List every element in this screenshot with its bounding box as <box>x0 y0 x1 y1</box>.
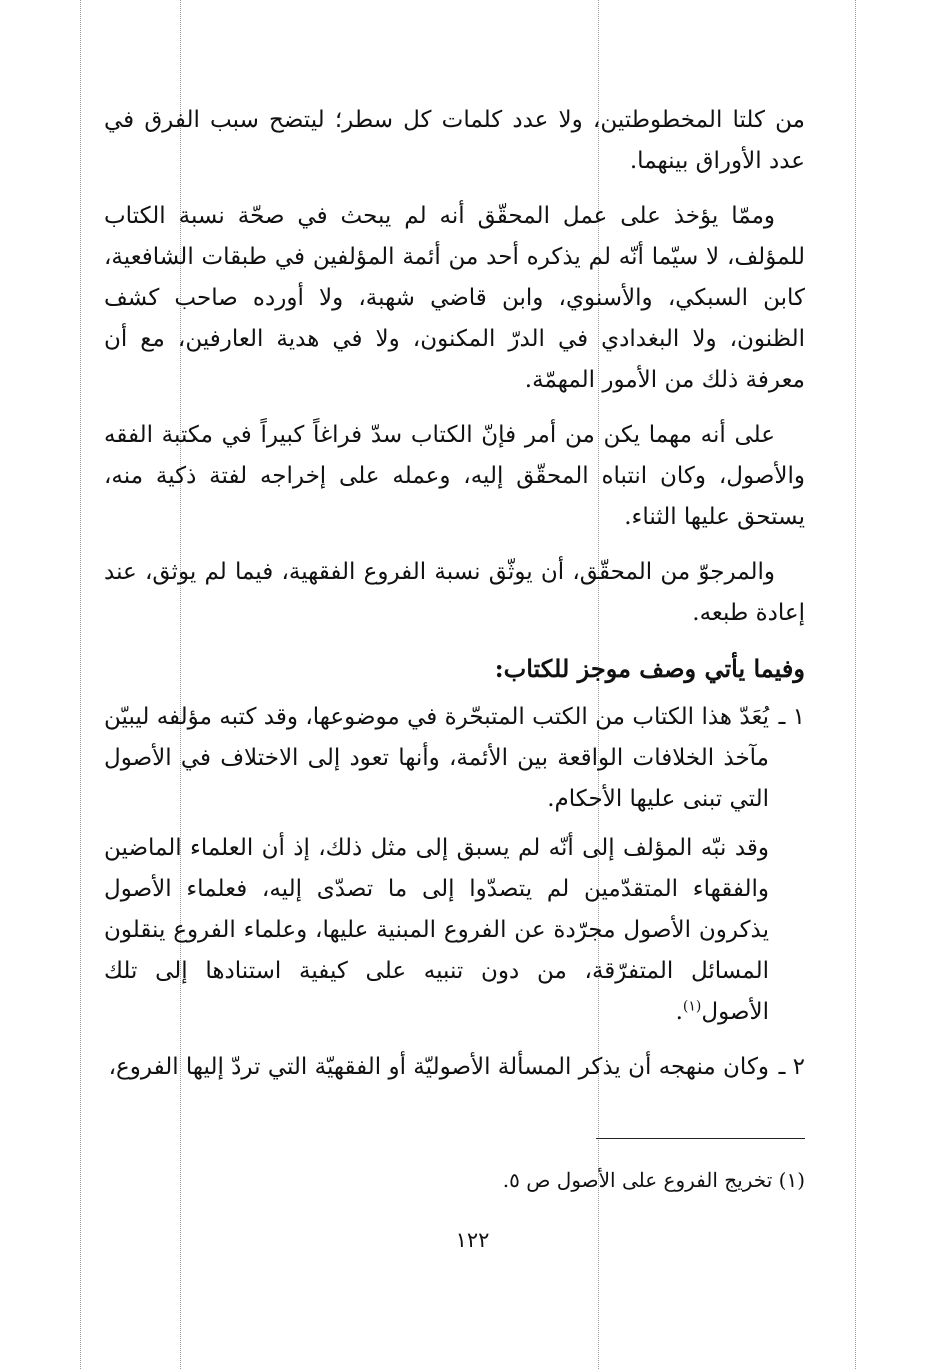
main-text <box>104 100 805 1102</box>
list-item-text-2: وقد نبّه المؤلف إلى أنّه لم يسبق إلى مثل ذلك، إذ أن العلماء الماضين والفقهاء المتقدّمين لم يتصدّوا إلى ما تصدّى إليه، فعلماء الأصول يذكرون الأصول مجرّدة عن الفروع المبنية عليها، وعلماء الفروع ينقلون المسائل المتفرّقة، من دون تنبيه على كيفية استنادها إلى تلك الأصول <box>104 835 769 1025</box>
scan-dotted-line <box>80 0 81 1369</box>
list-item-text: يُعَدّ هذا الكتاب من الكتب المتبحّرة في موضوعها، وقد كتبه مؤلفه ليبيّن مآخذ الخلافات الواقعة بين الأئمة، وأنها تعود إلى الاختلاف في الأصول التي تبنى عليها الأحكام. <box>104 704 769 812</box>
list-item <box>104 1047 805 1096</box>
list-item-text-continued <box>104 828 769 1033</box>
paragraph: من كلتا المخطوطتين، ولا عدد كلمات كل سطر؛ ليتضح سبب الفرق في عدد الأوراق بينهما. <box>104 107 805 174</box>
page-number: ١٢٢ <box>455 1228 490 1252</box>
list-item-body <box>104 697 769 1041</box>
section-heading: وفيما يأتي وصف موجز للكتاب: <box>494 654 805 683</box>
scan-dotted-line <box>855 0 856 1369</box>
footnote-reference: (١) <box>682 998 702 1015</box>
list-item-number: ١ ـ <box>778 704 805 730</box>
paragraph: والمرجوّ من المحقّق، أن يوثّق نسبة الفروع الفقهية، فيما لم يوثق، عند إعادة طبعه. <box>104 559 805 626</box>
list-item-number: ٢ ـ <box>778 1054 805 1080</box>
list-item-text: وكان منهجه أن يذكر المسألة الأصوليّة أو الفقهيّة التي تردّ إليها الفروع، <box>108 1054 769 1080</box>
list-item <box>104 697 805 1041</box>
footnote-separator <box>596 1138 805 1139</box>
paragraph: وممّا يؤخذ على عمل المحقّق أنه لم يبحث في صحّة نسبة الكتاب للمؤلف، لا سيّما أنّه لم يذكره أحد من أئمة المؤلفين في طبقات الشافعية، كابن السبكي، والأسنوي، وابن قاضي شهبة، ولا أورده صاحب كشف الظنون، ولا البغدادي في الدرّ المكنون، ولا في هدية العارفين، مع أن معرفة ذلك من الأمور المهمّة. <box>104 203 805 393</box>
list-item-body <box>104 1047 769 1096</box>
footnote: (١) تخريج الفروع على الأصول ص ٥. <box>502 1168 805 1192</box>
sentence-end: . <box>675 999 683 1025</box>
paragraph: على أنه مهما يكن من أمر فإنّ الكتاب سدّ فراغاً كبيراً في مكتبة الفقه والأصول، وكان انتباه المحقّق إليه، وعمله على إخراجه لفتة ذكية منه، يستحق عليها الثناء. <box>104 422 805 530</box>
